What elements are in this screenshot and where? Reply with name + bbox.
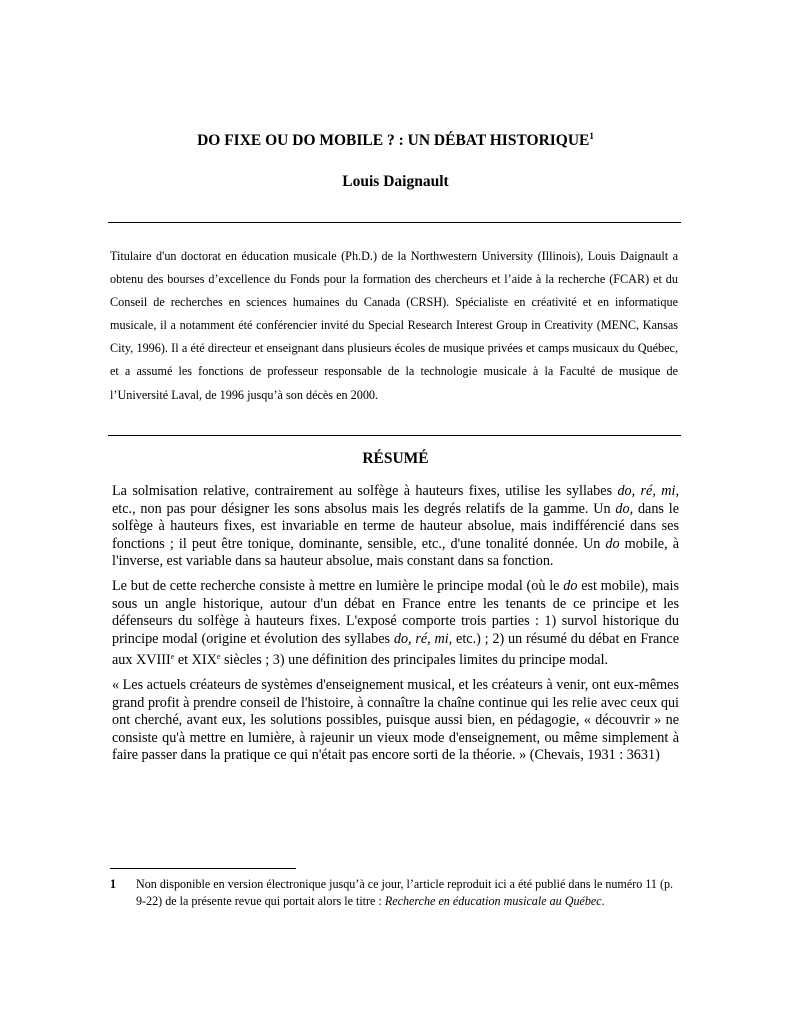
p2-superscript-1: e — [170, 652, 175, 662]
resume-heading: RÉSUMÉ — [362, 450, 429, 467]
p1-text-4: mobile, à l'inverse, est variable dans sa hauteur absolue, mais constant dans sa fonction. — [112, 535, 679, 570]
abstract-paragraph-2 — [112, 578, 679, 670]
footnote-separator — [110, 868, 296, 869]
p2-text-1: Le but de cette recherche consiste à mettre en lumière le principe modal (où le — [112, 578, 564, 594]
divider-middle — [108, 435, 681, 436]
p2-italic-2: do, ré, mi, — [393, 630, 453, 647]
title-footnote-mark[interactable]: 1 — [589, 131, 594, 141]
p2-text-5: siècles ; 3) une définition des principales limites du principe modal. — [220, 652, 609, 669]
footnote-text — [136, 876, 680, 909]
author-name: Louis Daignault — [342, 173, 449, 190]
p2-superscript-2: e — [216, 652, 221, 662]
p2-text-2: est mobile), mais sous un angle historique, autour d'un débat en France entre les tenants de ce principe et les défenseurs du solfège à hauteurs fixes. L'exposé comporte trois parties : 1) survol historique du principe modal (origine et évolution des syllabes — [112, 578, 679, 647]
epigraph-quote: « Les actuels créateurs de systèmes d'enseignement musical, et les créateurs à venir, ont eux-mêmes grand profit à prendre conseil de l'histoire, à connaître la chaîne continue qui les relie avec ceux qui ont cherché, avant eux, les solutions possibles, puisque aussi bien, en pédagogie, « découvrir » ne consiste qu'à mettre en lumière, à rajeunir un vieux mode d'enseignement, ou même simplement à faire passer dans la pratique ce qui n'était pas encore sorti de la théorie. » (Chevais, 1931 : 3631) — [112, 677, 679, 764]
p1-italic-2: do, — [615, 500, 634, 517]
divider-top — [108, 222, 681, 223]
footnote-number: 1 — [110, 877, 117, 891]
p2-italic-1: do — [563, 578, 578, 594]
p1-text-2: etc., non pas pour désigner les sons absolus mais les degrés relatifs de la gamme. Un — [112, 500, 616, 517]
footnote-end: . — [601, 893, 605, 908]
article-title-text: DO FIXE OU DO MOBILE ? : UN DÉBAT HISTORIQUE — [197, 132, 590, 149]
footnote-journal-title: Recherche en éducation musicale au Québec — [384, 893, 602, 908]
footnote-body: Non disponible en version électronique jusqu’à ce jour, l’article reproduit ici a été publié dans le numéro 11 (p. 9-22) de la présente revue qui portait alors le titre : — [136, 877, 674, 908]
footnote — [110, 876, 680, 909]
p1-text-3: dans le solfège à hauteurs fixes, est invariable en terme de hauteur absolue, mais indifférencié dans ses fonctions ; il peut être tonique, dominante, sensible, etc., d'une tonalité donnée. Un — [112, 500, 679, 552]
p1-italic-3: do — [605, 535, 620, 552]
article-title — [0, 131, 791, 150]
p2-text-3: etc.) ; 2) un résumé du débat en France aux XVIII — [112, 630, 679, 669]
abstract-paragraph-1 — [112, 483, 679, 571]
p2-text-4: et XIX — [174, 652, 217, 669]
author-bio: Titulaire d'un doctorat en éducation musicale (Ph.D.) de la Northwestern University (Illinois), Louis Daignault a obtenu des bourses d’excellence du Fonds pour la formation des chercheurs et l’aide à la recherche (FCAR) et du Conseil de recherches en sciences humaines du Canada (CRSH). Spécialiste en créativité et en informatique musicale, il a notamment été conférencier invité du Special Research Interest Group in Creativity (MENC, Kansas City, 1996). Il a été directeur et enseignant dans plusieurs écoles de musique privées et camps musicaux du Québec, et a assumé les fonctions de professeur responsable de la technologie musicale à la Faculté de musique de l’Université Laval, de 1996 jusqu’à son décès en 2000. — [110, 249, 678, 402]
p1-italic-1: do, ré, mi, — [617, 483, 679, 499]
p1-text-1: La solmisation relative, contrairement au solfège à hauteurs fixes, utilise les syllabes — [112, 483, 618, 499]
